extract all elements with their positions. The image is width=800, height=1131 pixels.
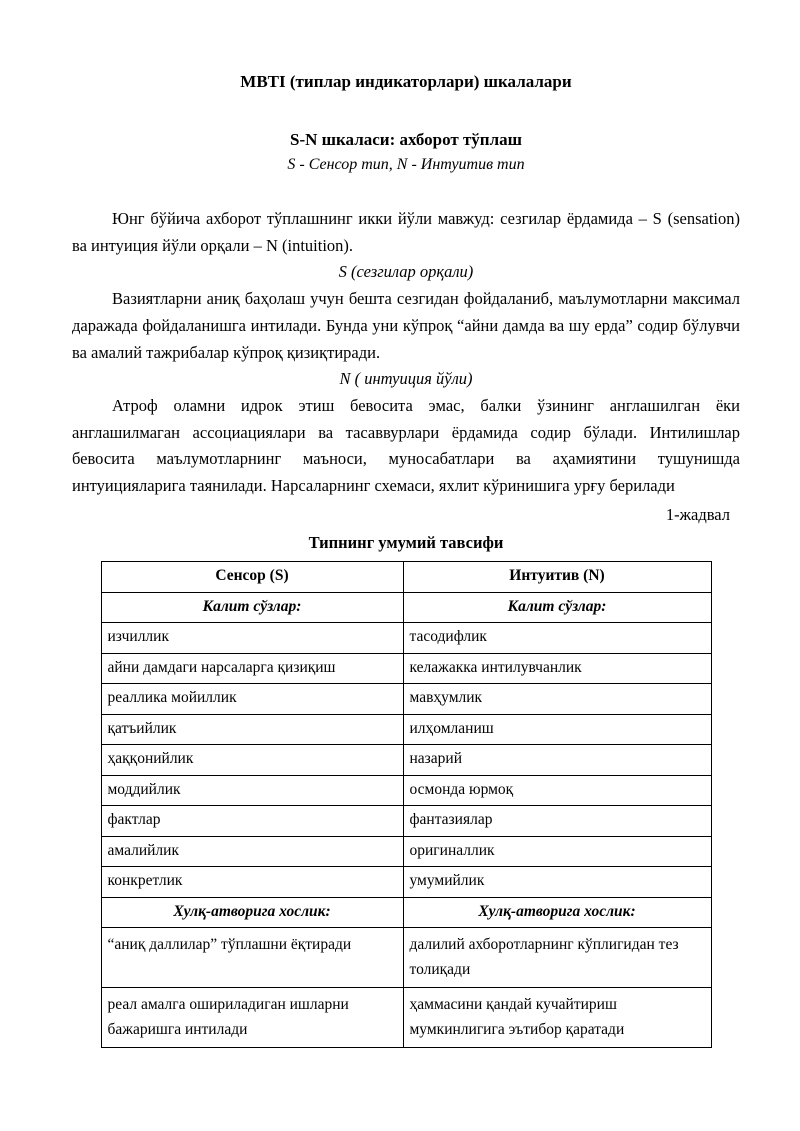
keyword-sensor: амалийлик [101, 836, 403, 866]
keyword-sensor: фактлар [101, 806, 403, 836]
table-caption: Типнинг умумий тавсифи [308, 532, 504, 552]
table-row [101, 836, 711, 866]
section-s-paragraph: Вазиятларни аниқ баҳолаш учун бешта сезгидан фойдаланиб, маълумотларни максимал даражада фойдаланишга интилади. Бунда уни кўпроқ “айни дамда ва шу ерда” содир бўлувчи ва амалий тажрибалар кўпроқ қизиқтиради. [72, 289, 740, 362]
table-body [101, 562, 711, 1048]
table-row [101, 867, 711, 897]
keyword-intuitive: назарий [403, 745, 711, 775]
section-n-paragraph: Атроф оламни идрок этиш бевосита эмас, балки ўзининг англашилган ёки англашилмаган ассоциациялари ва тасаввурлари ёрдамида содир бўлади. Интилишлар бевосита маълумотларнинг маъноси, муносабатлари ва аҳамиятини тушунишда интуицияларига таянилади. Нарсаларнинг схемаси, яхлит кўринишига урғу берилади [72, 396, 740, 496]
scale-title: S-N шкаласи: ахборот тўплаш [290, 129, 522, 149]
table-subheader-keywords [101, 592, 711, 622]
section-n-label: N ( интуиция йўли) [339, 369, 473, 389]
keyword-sensor: айни дамдаги нарсаларга қизиқиш [101, 653, 403, 683]
keyword-intuitive: илҳомланиш [403, 714, 711, 744]
behavior-intuitive: далилий ахборотларнинг кўплигидан тез толиқади [403, 927, 711, 987]
keyword-intuitive: осмонда юрмоқ [403, 775, 711, 805]
table-row [101, 806, 711, 836]
table-header-intuitive: Интуитив (N) [403, 562, 711, 592]
table-row [101, 623, 711, 653]
subheader-behavior-sensor: Хулқ-атворига хослик: [101, 897, 403, 927]
table-row [101, 927, 711, 987]
section-s-label: S (сезгилар орқали) [338, 262, 474, 282]
behavior-sensor: реал амалга ошириладиган ишларни бажаришга интилади [101, 988, 403, 1048]
subheader-keywords-intuitive: Калит сўзлар: [403, 592, 711, 622]
keyword-sensor: қатъийлик [101, 714, 403, 744]
keyword-sensor: конкретлик [101, 867, 403, 897]
keyword-intuitive: тасодифлик [403, 623, 711, 653]
keyword-intuitive: умумийлик [403, 867, 711, 897]
keyword-sensor: изчиллик [101, 623, 403, 653]
keyword-sensor: реаллика мойиллик [101, 684, 403, 714]
table-row [101, 714, 711, 744]
keyword-intuitive: мавҳумлик [403, 684, 711, 714]
scale-subtitle: S - Сенсор тип, N - Интуитив тип [287, 155, 525, 173]
document-title: MBTI (типлар индикаторлари) шкалалари [240, 72, 572, 91]
table-subheader-behavior [101, 897, 711, 927]
subheader-keywords-sensor: Калит сўзлар: [101, 592, 403, 622]
behavior-sensor: “аниқ даллилар” тўплашни ёқтиради [101, 927, 403, 987]
table-row [101, 988, 711, 1048]
subheader-behavior-intuitive: Хулқ-атворига хослик: [403, 897, 711, 927]
table-row [101, 745, 711, 775]
table-row [101, 775, 711, 805]
table-header-sensor: Сенсор (S) [101, 562, 403, 592]
table-number-label: 1-жадвал [665, 504, 730, 524]
table-row [101, 684, 711, 714]
intro-paragraph: Юнг бўйича ахборот тўплашнинг икки йўли мавжуд: сезгилар ёрдамида – S (sensation) ва интуиция йўли орқали – N (intuition). [72, 208, 740, 255]
keyword-intuitive: келажакка интилувчанлик [403, 653, 711, 683]
keyword-intuitive: фантазиялар [403, 806, 711, 836]
keyword-sensor: моддийлик [101, 775, 403, 805]
behavior-intuitive: ҳаммасини қандай кучайтириш мумкинлигига эътибор қаратади [403, 988, 711, 1048]
type-description-table [101, 561, 712, 1048]
keyword-sensor: ҳаққонийлик [101, 745, 403, 775]
keyword-intuitive: оригиналлик [403, 836, 711, 866]
table-header-row [101, 562, 711, 592]
table-row [101, 653, 711, 683]
